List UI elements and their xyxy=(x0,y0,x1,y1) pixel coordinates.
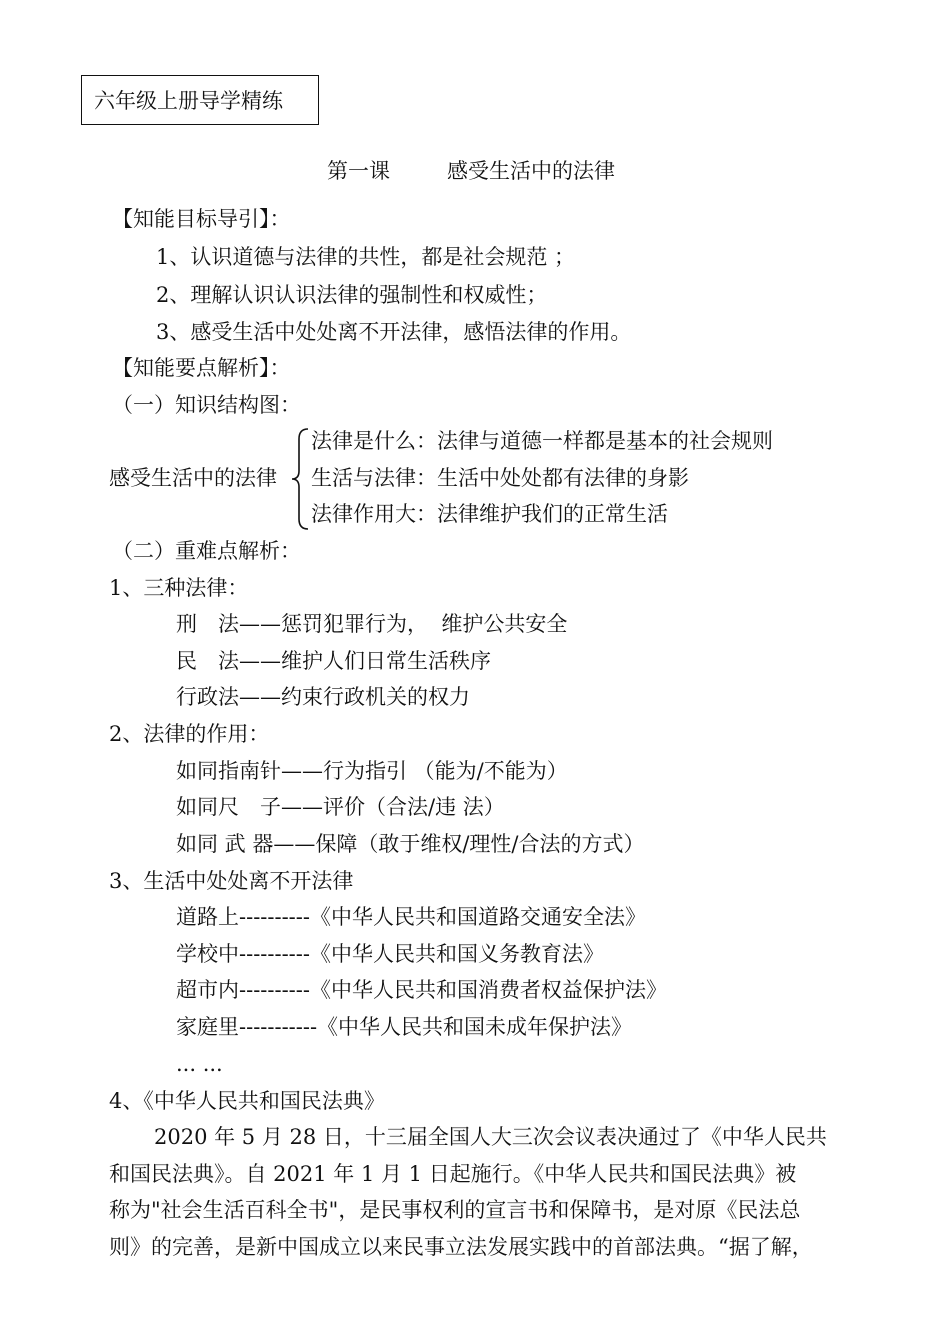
lesson-number: 第一课 xyxy=(327,159,390,183)
section-3-item-2: 学校中----------《中华人民共和国义务教育法》 xyxy=(176,942,604,966)
section-2-item-2: 如同尺 子——评价（合法/违 法） xyxy=(176,795,505,819)
lesson-title: 感受生活中的法律 xyxy=(447,159,615,183)
section-1-title: 1、三种法律： xyxy=(109,576,249,600)
paragraph-line-2: 和国民法典》。自 2021 年 1 月 1 日起施行。《中华人民共和国民法典》被 xyxy=(109,1162,797,1186)
structure-root: 感受生活中的法律 xyxy=(109,466,277,490)
key-heading: （二）重难点解析： xyxy=(112,539,301,563)
goal-item-2: 2、理解认识认识法律的强制性和权威性； xyxy=(156,283,548,307)
section-3-ellipsis: ... ... xyxy=(176,1052,223,1076)
paragraph-line-3: 称为"社会生活百科全书"，是民事权利的宣言书和保障书，是对原《民法总 xyxy=(109,1198,801,1222)
section-1-item-3: 行政法——约束行政机关的权力 xyxy=(176,685,470,709)
section-4-title: 4、《中华人民共和国民法典》 xyxy=(109,1089,385,1113)
section-2-item-1: 如同指南针——行为指引 （能为/不能为） xyxy=(176,759,568,783)
structure-branch-3: 法律作用大：法律维护我们的正常生活 xyxy=(311,502,668,526)
section-3-item-3: 超市内----------《中华人民共和国消费者权益保护法》 xyxy=(176,978,667,1002)
analysis-heading: 【知能要点解析】： xyxy=(112,356,291,380)
structure-branch-2: 生活与法律：生活中处处都有法律的身影 xyxy=(311,466,689,490)
section-1-item-2: 民 法——维护人们日常生活秩序 xyxy=(176,649,491,673)
section-3-item-1: 道路上----------《中华人民共和国道路交通安全法》 xyxy=(176,905,646,929)
paragraph-line-1: 2020 年 5 月 28 日，十三届全国人大三次会议表决通过了《中华人民共 xyxy=(154,1125,827,1149)
goal-item-1: 1、认识道德与法律的共性，都是社会规范 ； xyxy=(156,245,576,269)
section-2-title: 2、法律的作用： xyxy=(109,722,270,746)
section-2-item-3: 如同 武 器——保障（敢于维权/理性/合法的方式） xyxy=(176,832,645,856)
header-box-text: 六年级上册导学精练 xyxy=(94,89,283,113)
header-box xyxy=(81,75,319,125)
goal-item-3: 3、感受生活中处处离不开法律，感悟法律的作用。 xyxy=(156,320,632,344)
section-1-item-1: 刑 法——惩罚犯罪行为， 维护公共安全 xyxy=(176,612,568,636)
curly-brace-icon xyxy=(290,427,310,531)
paragraph-line-4: 则》的完善，是新中国成立以来民事立法发展实践中的首部法典。“据了解， xyxy=(109,1235,813,1259)
structure-branch-1: 法律是什么：法律与道德一样都是基本的社会规则 xyxy=(311,429,773,453)
structure-heading: （一）知识结构图： xyxy=(112,393,301,417)
section-3-item-4: 家庭里-----------《中华人民共和国未成年保护法》 xyxy=(176,1015,633,1039)
section-3-title: 3、生活中处处离不开法律 xyxy=(109,869,354,893)
goals-heading: 【知能目标导引】： xyxy=(112,207,291,231)
